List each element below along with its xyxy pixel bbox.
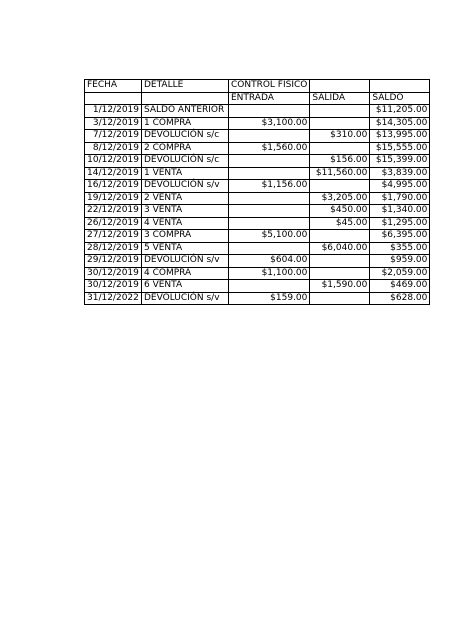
table-row	[85, 180, 430, 193]
table-row	[85, 130, 430, 143]
table-row	[85, 167, 430, 180]
cell-saldo: $959.00	[370, 255, 430, 268]
cell-entrada: $1,560.00	[229, 142, 310, 155]
table-row	[85, 267, 430, 280]
cell-salida: $310.00	[310, 130, 370, 143]
cell-fecha: 30/12/2019	[85, 280, 142, 293]
cell-detalle: DEVOLUCIÓN s/v	[142, 255, 229, 268]
header-control-fisico-spacer	[310, 80, 370, 93]
header-row	[85, 80, 430, 93]
header-blank	[370, 80, 430, 93]
cell-salida: $450.00	[310, 205, 370, 218]
cell-detalle: 3 COMPRA	[142, 230, 229, 243]
cell-salida: $11,560.00	[310, 167, 370, 180]
header-saldo: SALDO	[370, 92, 430, 105]
table-row	[85, 230, 430, 243]
cell-entrada	[229, 242, 310, 255]
cell-saldo: $11,205.00	[370, 105, 430, 118]
header-entrada: ENTRADA	[229, 92, 310, 105]
cell-saldo: $13,995.00	[370, 130, 430, 143]
cell-saldo: $4,995.00	[370, 180, 430, 193]
cell-fecha: 29/12/2019	[85, 255, 142, 268]
table-row	[85, 280, 430, 293]
table-row	[85, 155, 430, 168]
cell-salida: $1,590.00	[310, 280, 370, 293]
cell-salida: $3,205.00	[310, 192, 370, 205]
table-row	[85, 205, 430, 218]
cell-saldo: $469.00	[370, 280, 430, 293]
cell-saldo: $2,059.00	[370, 267, 430, 280]
header-detalle: DETALLE	[142, 80, 229, 93]
table-row	[85, 105, 430, 118]
cell-entrada	[229, 205, 310, 218]
subheader-row	[85, 92, 430, 105]
cell-detalle: 3 VENTA	[142, 205, 229, 218]
cell-saldo: $1,295.00	[370, 217, 430, 230]
cell-salida	[310, 255, 370, 268]
cell-entrada	[229, 217, 310, 230]
header-salida: SALIDA	[310, 92, 370, 105]
cell-detalle: DEVOLUCIÓN s/c	[142, 155, 229, 168]
cell-entrada	[229, 130, 310, 143]
cell-detalle: 6 VENTA	[142, 280, 229, 293]
cell-fecha: 26/12/2019	[85, 217, 142, 230]
cell-saldo: $15,555.00	[370, 142, 430, 155]
ledger-body	[85, 80, 430, 305]
cell-entrada	[229, 192, 310, 205]
cell-fecha: 3/12/2019	[85, 117, 142, 130]
cell-fecha: 22/12/2019	[85, 205, 142, 218]
cell-saldo: $15,399.00	[370, 155, 430, 168]
cell-entrada: $1,100.00	[229, 267, 310, 280]
cell-detalle: 2 COMPRA	[142, 142, 229, 155]
cell-saldo: $1,340.00	[370, 205, 430, 218]
cell-saldo: $14,305.00	[370, 117, 430, 130]
table-row	[85, 255, 430, 268]
cell-entrada: $5,100.00	[229, 230, 310, 243]
cell-salida	[310, 180, 370, 193]
cell-entrada: $159.00	[229, 292, 310, 305]
table-row	[85, 142, 430, 155]
cell-salida	[310, 292, 370, 305]
cell-detalle: SALDO ANTERIOR	[142, 105, 229, 118]
cell-detalle: DEVOLUCIÓN s/v	[142, 180, 229, 193]
cell-salida	[310, 230, 370, 243]
cell-detalle: 5 VENTA	[142, 242, 229, 255]
cell-detalle: 1 COMPRA	[142, 117, 229, 130]
cell-entrada: $1,156.00	[229, 180, 310, 193]
cell-detalle: DEVOLUCIÓN s/v	[142, 292, 229, 305]
cell-salida: $6,040.00	[310, 242, 370, 255]
cell-fecha: 8/12/2019	[85, 142, 142, 155]
cell-entrada: $604.00	[229, 255, 310, 268]
cell-saldo: $1,790.00	[370, 192, 430, 205]
inventory-ledger-table	[84, 79, 430, 305]
cell-saldo: $628.00	[370, 292, 430, 305]
cell-entrada	[229, 155, 310, 168]
table-row	[85, 242, 430, 255]
header-fecha: FECHA	[85, 80, 142, 93]
cell-salida	[310, 105, 370, 118]
cell-detalle: 4 VENTA	[142, 217, 229, 230]
cell-fecha: 1/12/2019	[85, 105, 142, 118]
cell-salida	[310, 267, 370, 280]
cell-fecha: 31/12/2022	[85, 292, 142, 305]
cell-detalle: 4 COMPRA	[142, 267, 229, 280]
cell-fecha: 28/12/2019	[85, 242, 142, 255]
header-control-fisico: CONTROL FISICO	[229, 80, 310, 93]
table-row	[85, 192, 430, 205]
cell-saldo: $6,395.00	[370, 230, 430, 243]
cell-fecha: 30/12/2019	[85, 267, 142, 280]
subheader-detalle-blank	[142, 92, 229, 105]
cell-entrada: $3,100.00	[229, 117, 310, 130]
subheader-fecha-blank	[85, 92, 142, 105]
cell-saldo: $355.00	[370, 242, 430, 255]
cell-entrada	[229, 280, 310, 293]
cell-entrada	[229, 105, 310, 118]
table-row	[85, 217, 430, 230]
cell-salida: $45.00	[310, 217, 370, 230]
table-row	[85, 117, 430, 130]
cell-entrada	[229, 167, 310, 180]
cell-fecha: 14/12/2019	[85, 167, 142, 180]
cell-fecha: 7/12/2019	[85, 130, 142, 143]
cell-salida	[310, 117, 370, 130]
cell-saldo: $3,839.00	[370, 167, 430, 180]
cell-detalle: DEVOLUCIÓN s/c	[142, 130, 229, 143]
cell-salida	[310, 142, 370, 155]
table-row	[85, 292, 430, 305]
cell-fecha: 19/12/2019	[85, 192, 142, 205]
cell-fecha: 27/12/2019	[85, 230, 142, 243]
cell-detalle: 2 VENTA	[142, 192, 229, 205]
cell-salida: $156.00	[310, 155, 370, 168]
cell-detalle: 1 VENTA	[142, 167, 229, 180]
cell-fecha: 10/12/2019	[85, 155, 142, 168]
cell-fecha: 16/12/2019	[85, 180, 142, 193]
